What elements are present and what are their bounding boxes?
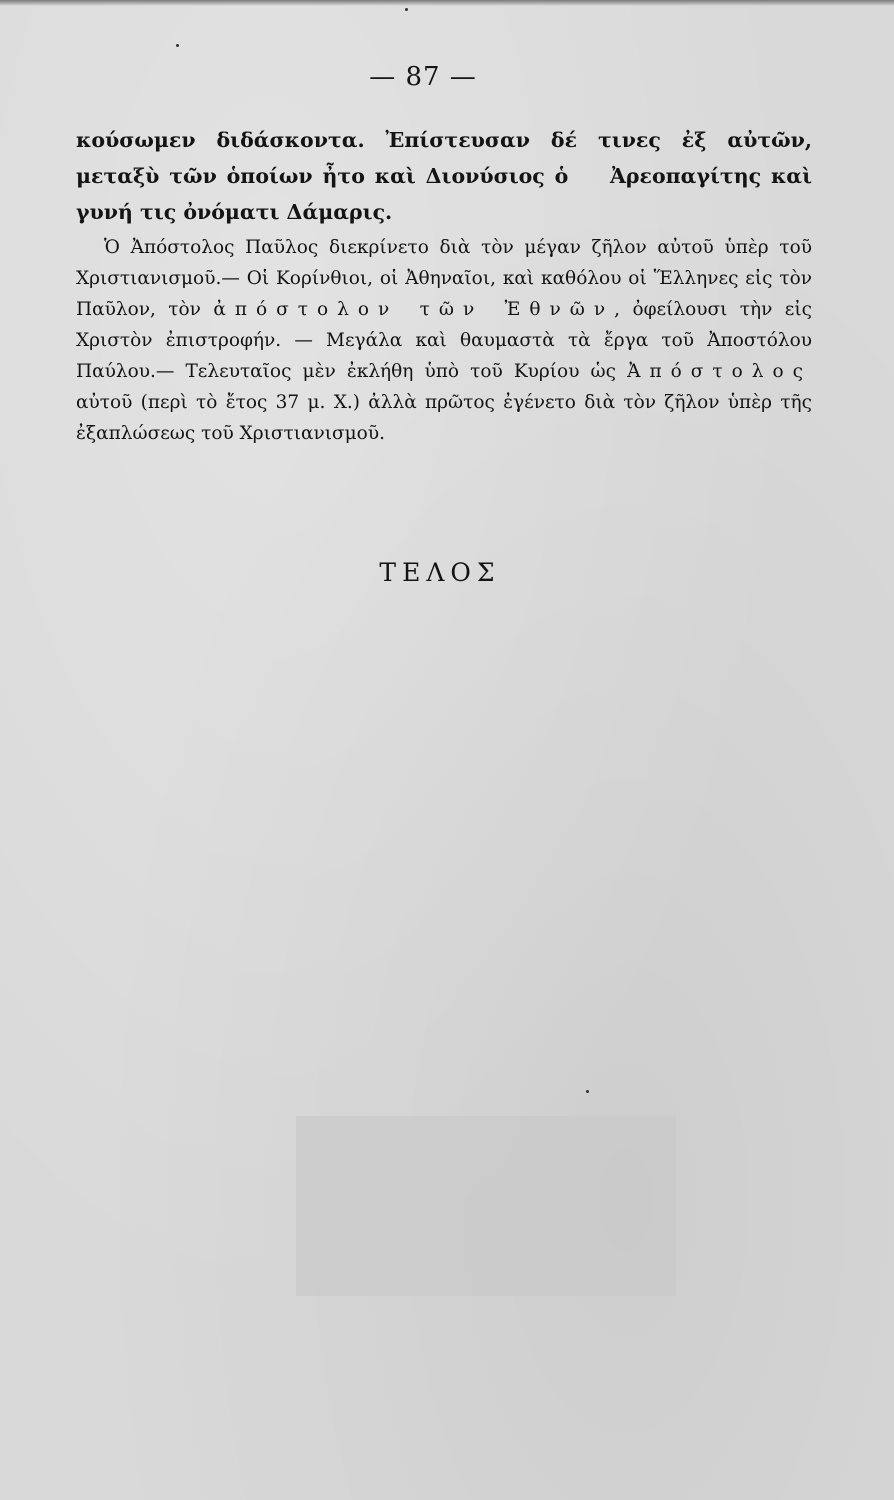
body-text [76,122,812,449]
paragraph-1-part-1: κούσωμεν διδάσκοντα. Ἐπίστευσαν δέ τινες ἐξ αὐτῶν, μεταξὺ τῶν ὁποίων ἦτο καὶ Διονύσιος ὁ [76,128,812,188]
faded-bleed-through [296,1116,676,1296]
paragraph-2 [76,232,812,449]
paragraph-2-part-5: αὐτοῦ (περὶ τὸ ἔτος 37 μ. Χ.) ἀλλὰ πρῶτος ἐγένετο διὰ τὸν ζῆλον ὑπὲρ τῆς ἐξαπλώσεως τοῦ Χριστιανισμοῦ. [76,392,812,444]
paragraph-2-part-1: Ὁ Ἀπόστολος Παῦλος διεκρίνετο διὰ τὸν μέγαν ζῆλον αὐτοῦ ὑπὲρ τοῦ Χριστιανισμοῦ.— Οἱ Κορίνθιοι, οἱ Ἀθηναῖοι, καὶ καθόλου οἱ Ἕλληνες εἰς τὸν Παῦλον, τὸν [76,237,812,320]
paragraph-2-spaced-phrase-2: Ἀπόστολος [627,361,812,382]
paragraph-2-spaced-phrase-1: ἀπόστολον τῶν Ἐθνῶν [213,299,615,320]
paragraph-1-part-2: Ἀρεοπαγίτης καὶ γυνή τις ὀνόματι Δάμαρις. [76,164,813,224]
page-top-edge [0,0,894,6]
paper-speck [405,8,408,11]
paper-speck [176,44,179,47]
paper-speck [586,1090,589,1093]
paragraph-2-part-3: , ὀφείλουσι τὴν εἰς Χριστὸν ἐπιστροφήν. — Μεγάλα καὶ θαυμαστὰ τὰ ἔργα τοῦ Ἀποστόλου Παύλου.— Τελευταῖος μὲν ἐκλήθη ὑπὸ τοῦ Κυρίου ὡς [76,299,812,382]
end-title: ΤΕΛΟΣ [379,558,501,587]
paragraph-1 [76,122,812,230]
page-number: — 87 — [369,62,477,92]
